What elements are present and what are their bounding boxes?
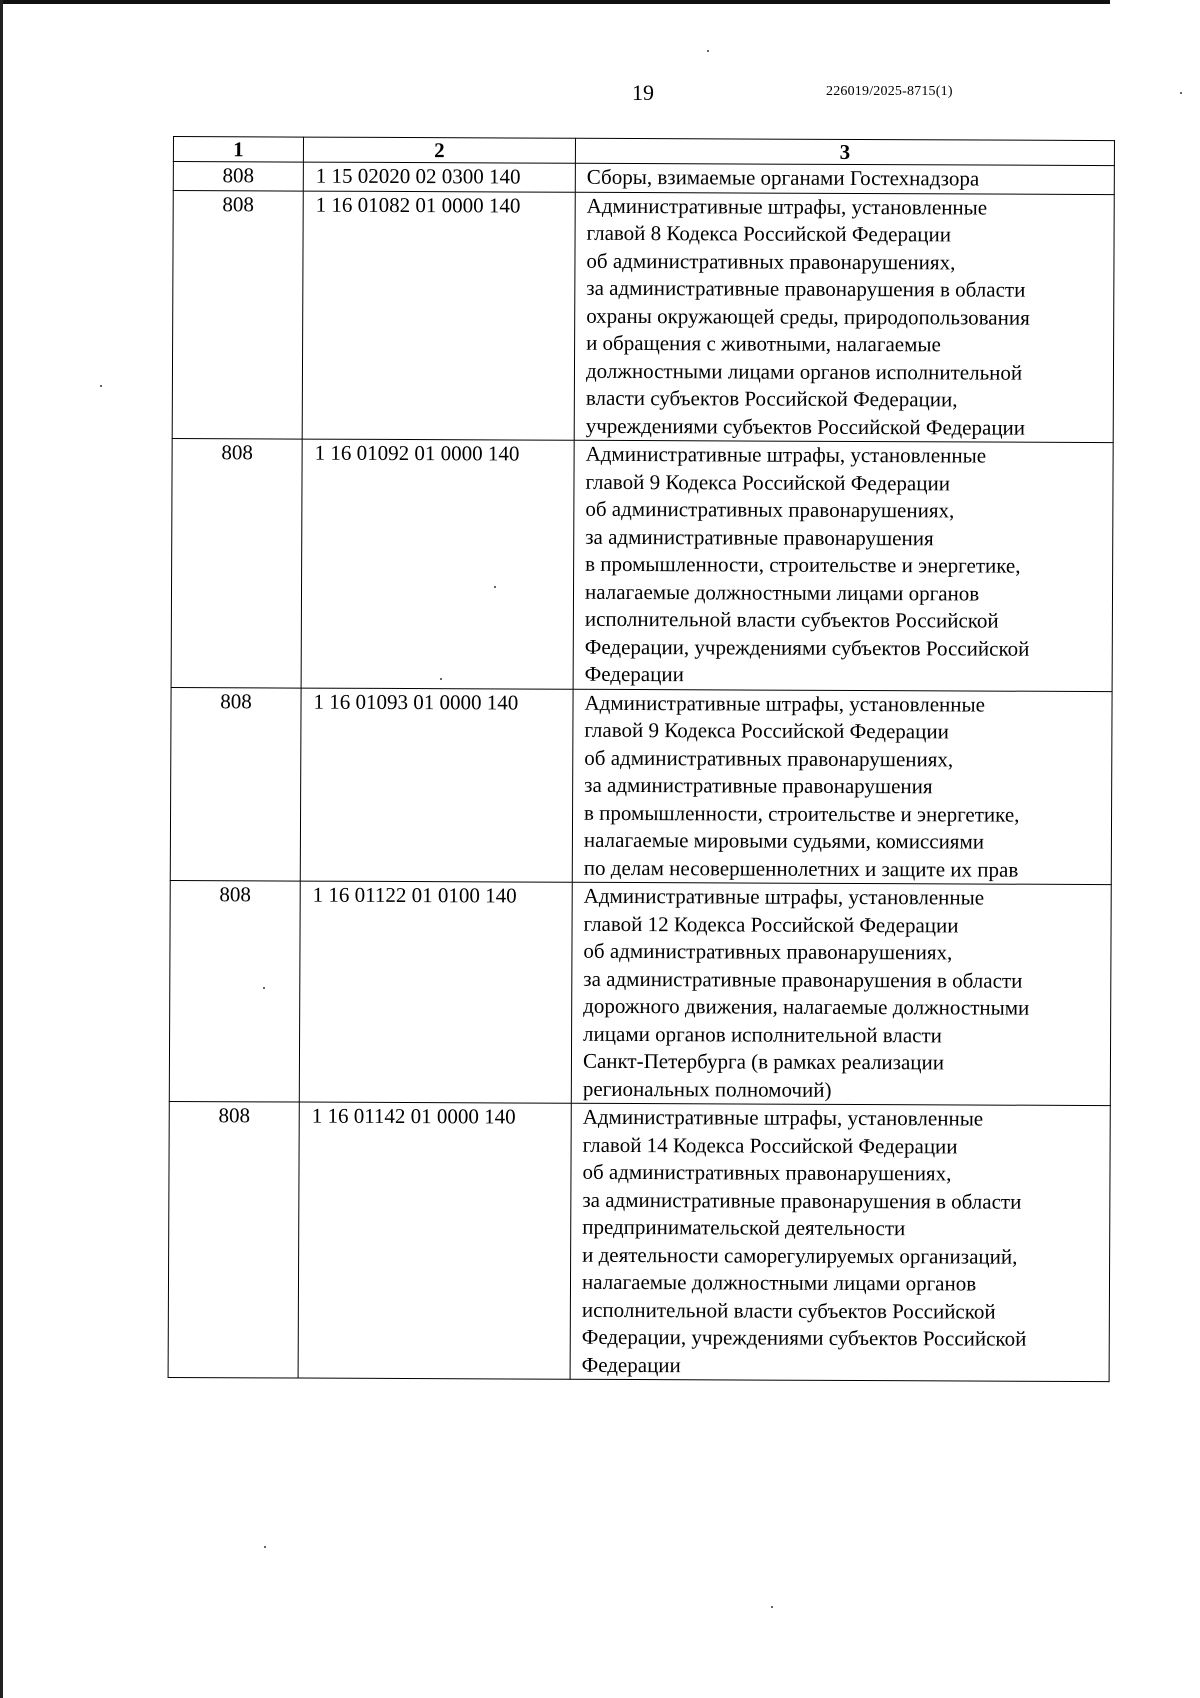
kbk-code-cell: 1 16 01122 01 0100 140 bbox=[299, 881, 572, 1103]
description-line: за административные правонарушения в области bbox=[583, 966, 1023, 993]
description-line: налагаемые должностными лицами органов bbox=[581, 1269, 977, 1296]
description-line: исполнительной власти субъектов Российской bbox=[584, 606, 999, 633]
admin-code-cell: 808 bbox=[173, 162, 303, 191]
description-line: Федерации, учреждениями субъектов Российской bbox=[584, 634, 1030, 661]
description-line: за административные правонарушения в области bbox=[582, 1187, 1022, 1214]
table-body bbox=[168, 162, 1114, 1382]
column-header-3: 3 bbox=[575, 138, 1114, 165]
description-line: охраны окружающей среды, природопользования bbox=[586, 303, 1030, 330]
description-line: и обращения с животными, налагаемые bbox=[586, 330, 941, 357]
description-line: налагаемые должностными лицами органов bbox=[584, 579, 980, 606]
description-line: исполнительной власти субъектов Российской bbox=[581, 1297, 996, 1324]
description-cell bbox=[572, 689, 1112, 885]
description-line: за административные правонарушения bbox=[584, 772, 933, 799]
description-line: главой 8 Кодекса Российской Федерации bbox=[586, 220, 952, 247]
description-line: Санкт-Петербурга (в рамках реализации bbox=[582, 1048, 945, 1075]
description-line: региональных полномочий) bbox=[582, 1076, 832, 1102]
description-line: Административные штрафы, установленные bbox=[585, 441, 987, 468]
table-row bbox=[169, 880, 1111, 1105]
description-line: Федерации bbox=[584, 661, 684, 687]
description-cell bbox=[575, 163, 1114, 194]
table-row bbox=[171, 438, 1113, 691]
scan-edge-top bbox=[0, 0, 1110, 4]
description-cell bbox=[573, 440, 1113, 691]
admin-code-cell: 808 bbox=[170, 687, 301, 881]
description-line: главой 9 Кодекса Российской Федерации bbox=[584, 717, 949, 744]
column-header-2: 2 bbox=[303, 137, 575, 163]
scan-speck bbox=[771, 1606, 773, 1608]
page-number: 19 bbox=[632, 80, 654, 105]
description-line: и деятельности саморегулируемых организаций, bbox=[582, 1242, 1018, 1269]
description-line: Административные штрафы, установленные bbox=[584, 690, 986, 717]
description-line: об административных правонарушениях, bbox=[584, 745, 954, 771]
description-line: должностными лицами органов исполнительной bbox=[585, 358, 1023, 385]
description-line: предпринимательской деятельности bbox=[582, 1214, 906, 1241]
description-line: Административные штрафы, установленные bbox=[586, 193, 988, 220]
admin-code-cell: 808 bbox=[168, 1101, 299, 1378]
description-cell bbox=[571, 882, 1111, 1105]
description-line: об административных правонарушениях, bbox=[583, 938, 953, 965]
description-line: дорожного движения, налагаемые должностными bbox=[583, 993, 1030, 1020]
description-line: об административных правонарушениях, bbox=[585, 496, 955, 523]
scan-speck bbox=[100, 385, 102, 387]
kbk-code-cell: 1 16 01093 01 0000 140 bbox=[300, 688, 573, 883]
column-header-1: 1 bbox=[173, 137, 303, 163]
description-line: Административные штрафы, установленные bbox=[582, 1104, 984, 1131]
admin-code-cell: 808 bbox=[171, 438, 302, 687]
document-number: 226019/2025-8715(1) bbox=[826, 84, 953, 99]
description-line: Федерации bbox=[581, 1352, 681, 1377]
description-line: главой 12 Кодекса Российской Федерации bbox=[583, 911, 959, 937]
kbk-code-cell: 1 16 01142 01 0000 140 bbox=[298, 1102, 571, 1379]
description-line: по делам несовершеннолетних и защите их прав bbox=[583, 855, 1019, 882]
description-line: налагаемые мировыми судьями, комиссиями bbox=[583, 827, 985, 854]
table-row bbox=[168, 1101, 1110, 1381]
description-line: в промышленности, строительстве и энергетике, bbox=[584, 800, 1020, 827]
table-row bbox=[173, 162, 1114, 195]
kbk-code-cell: 1 16 01092 01 0000 140 bbox=[301, 439, 574, 689]
scan-speck bbox=[264, 1546, 266, 1548]
description-line: в промышленности, строительстве и энергетике, bbox=[585, 551, 1021, 578]
description-line: за административные правонарушения в области bbox=[586, 275, 1026, 302]
budget-codes-table bbox=[168, 136, 1115, 1382]
table-row bbox=[172, 190, 1114, 443]
scan-edge-left bbox=[0, 0, 3, 1698]
description-line: Административные штрафы, установленные bbox=[583, 883, 985, 910]
description-line: за административные правонарушения bbox=[585, 524, 934, 550]
scan-speck bbox=[1180, 92, 1182, 94]
description-line: главой 14 Кодекса Российской Федерации bbox=[582, 1132, 958, 1158]
kbk-code-cell: 1 15 02020 02 0300 140 bbox=[303, 162, 575, 192]
admin-code-cell: 808 bbox=[172, 190, 303, 439]
description-line: об административных правонарушениях, bbox=[582, 1159, 952, 1186]
description-line: учреждениями субъектов Российской Федерации bbox=[585, 413, 1026, 440]
admin-code-cell: 808 bbox=[169, 880, 300, 1102]
description-line: Федерации, учреждениями субъектов Российской bbox=[581, 1324, 1027, 1351]
description-line: власти субъектов Российской Федерации, bbox=[585, 385, 958, 412]
kbk-code-cell: 1 16 01082 01 0000 140 bbox=[302, 191, 575, 441]
description-cell bbox=[570, 1103, 1110, 1381]
table-row bbox=[170, 687, 1112, 885]
description-line: об административных правонарушениях, bbox=[586, 248, 956, 274]
scan-speck bbox=[707, 50, 709, 52]
description-line: лицами органов исполнительной власти bbox=[583, 1021, 942, 1047]
description-cell bbox=[574, 192, 1114, 443]
description-line: Сборы, взимаемые органами Гостехнадзора bbox=[586, 164, 980, 191]
description-line: главой 9 Кодекса Российской Федерации bbox=[585, 469, 951, 495]
